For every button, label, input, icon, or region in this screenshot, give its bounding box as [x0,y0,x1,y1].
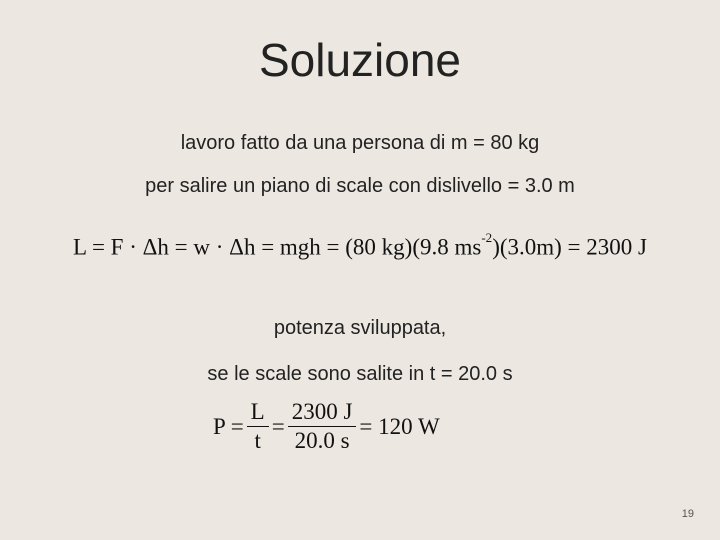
page-number: 19 [681,508,694,520]
power-result: = 120 W [359,413,440,439]
work-equation [8,230,712,261]
fraction-denominator: t [254,428,261,453]
text-line-time: se le scale sono salite in t = 20.0 s [207,363,513,385]
text-line-power: potenza sviluppata, [273,317,447,339]
power-equation-lhs: P = [213,413,244,439]
work-equation-rhs: )(3.0m) = 2300 J [492,234,647,260]
fraction-numerator: 2300 J [288,398,357,427]
equals-sign: = [271,413,285,439]
fraction-values [288,398,357,455]
text-line-height: per salire un piano di scale con dislivello = 3.0 m [145,175,575,197]
power-equation [210,398,510,473]
fraction-numerator: L [247,398,269,427]
slide-title: Soluzione [258,34,462,86]
work-equation-lhs: L = F · Δh = w · Δh = mgh = (80 kg)(9.8 ms [73,234,482,260]
fraction-l-over-t [247,398,269,455]
work-equation-exponent: -2 [481,230,493,245]
text-line-mass: lavoro fatto da una persona di m = 80 kg [180,132,540,154]
fraction-denominator: 20.0 s [294,428,350,453]
